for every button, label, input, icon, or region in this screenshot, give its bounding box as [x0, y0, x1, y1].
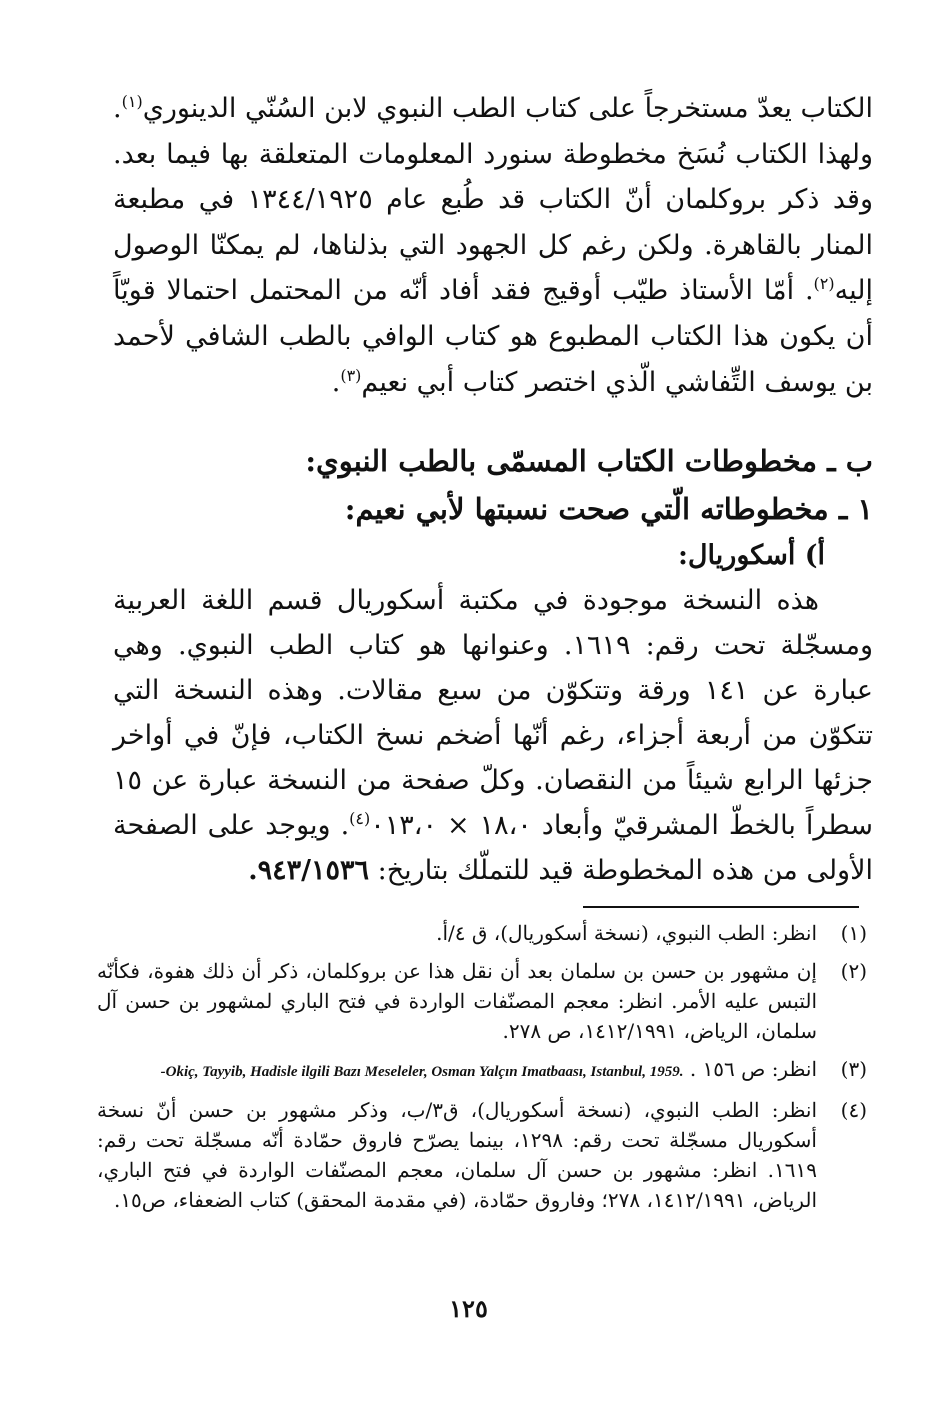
page-number: ١٢٥	[449, 1294, 488, 1323]
footnote-ref-2[interactable]: (٢)	[813, 274, 835, 294]
footnote-ref-4[interactable]: (٤)	[349, 809, 371, 828]
ownership-date: ٩٤٣/١٥٣٦.	[248, 855, 370, 886]
footnotes	[97, 918, 867, 1223]
escorial-text-1: هذه النسخة موجودة في مكتبة أسكوريال قسم اللغة العربية ومسجّلة تحت رقم: ١٦١٩. وعنوانها هو كتاب الطب النبوي. وهي عبارة عن ١٤١ ورقة وتتكوّن من سبع مقالات. وهذه النسخة التي تتكوّن من أربعة أجزاء، رغم أنّها أضخم نسخ الكتاب، فإنّ في أواخر جزئها الرابع شيئاً من النقصان. وكلّ صفحة من النسخة عبارة عن ١٥ سطراً بالخطّ المشرقيّ وأبعاد ١٨،٠ × ٠١٣،٠	[113, 585, 873, 841]
footnote-text: انظر: الطب النبوي، (نسخة أسكوريال)، ق٣/ب، وذكر مشهور بن حسن أنّ نسخة أسكوريال مسجّلة تحت رقم: ١٢٩٨، بينما يصرّح فاروق حمّادة أنّه مسجّلة تحت رقم: ١٦١٩. انظر: مشهور بن حسن آل سلمان، معجم المصنّفات الواردة في فتح الباري، الرياض، ١٤١٢/١٩٩١، ٢٧٨؛ وفاروق حمّادة، (في مقدمة المحقق) كتاب الضعفاء، ص١٥.	[97, 1098, 818, 1212]
intro-paragraph	[113, 86, 873, 405]
escorial-paragraph	[113, 578, 873, 893]
footnote-latin-citation: -Okiç, Tayyib, Hadisle ilgili Bazı Meseleler, Osman Yalçın Imatbaası, Istanbul, 1959.	[160, 1064, 684, 1080]
footnote-separator	[583, 906, 859, 908]
footnote-ref-1[interactable]: (١)	[121, 92, 143, 111]
footnote-text-wrap	[97, 1054, 817, 1087]
footnote-2	[97, 956, 867, 1046]
section-heading-1: ١ ـ مخطوطاته الّتي صحت نسبتها لأبي نعيم:	[344, 492, 873, 526]
escorial-text-2: . ويوجد على الصفحة الأولى من هذه المخطوطة قيد للتملّك بتاريخ:	[113, 810, 873, 886]
footnote-number: (٣)	[840, 1057, 867, 1081]
footnote-3	[97, 1054, 867, 1087]
footnote-number: (٢)	[840, 959, 867, 983]
section-heading-b: ب ـ مخطوطات الكتاب المسمّى بالطب النبوي:	[305, 444, 873, 478]
footnote-text: انظر: ص ١٥٦ .	[689, 1057, 817, 1081]
footnote-ref-3[interactable]: (٣)	[340, 365, 362, 385]
intro-text-4: .	[331, 366, 341, 398]
footnote-4	[97, 1095, 867, 1215]
footnote-1	[97, 918, 867, 948]
intro-text-2: . ولهذا الكتاب نُسَخ مخطوطة سنورد المعلومات المتعلقة بها فيما بعد. وقد ذكر بروكلمان أنّ الكتاب قد طُبع عام ١٣٤٤/١٩٢٥ في مطبعة المنار بالقاهرة. ولكن رغم كل الجهود التي بذلناها، لم يمكنّا الوصول إليه	[113, 93, 873, 307]
subheading-escorial: أ) أسكوريال:	[677, 540, 825, 571]
footnote-number: (١)	[840, 921, 867, 945]
intro-text-1: الكتاب يعدّ مستخرجاً على كتاب الطب النبوي لابن السُنّي الدينوري	[142, 93, 873, 124]
footnote-text: انظر: الطب النبوي، (نسخة أسكوريال)، ق ٤/أ.	[436, 921, 817, 945]
footnote-text: إن مشهور بن حسن بن سلمان بعد أن نقل هذا عن بروكلمان، ذكر أن ذلك هفوة، فكأنّه التبس عليه الأمر. انظر: معجم المصنّفات الواردة في فتح الباري لمشهور بن حسن آل سلمان، الرياض، ١٤١٢/١٩٩١، ص ٢٧٨.	[97, 959, 818, 1043]
footnote-number: (٤)	[840, 1098, 867, 1122]
intro-text-3: . أمّا الأستاذ طيّب أوقيج فقد أفاد أنّه من المحتمل احتمالا قويّاً أن يكون هذا الكتاب المطبوع هو كتاب الوافي بالطب الشافي لأحمد بن يوسف التِّفاشي الّذي اختصر كتاب أبي نعيم	[113, 275, 873, 398]
